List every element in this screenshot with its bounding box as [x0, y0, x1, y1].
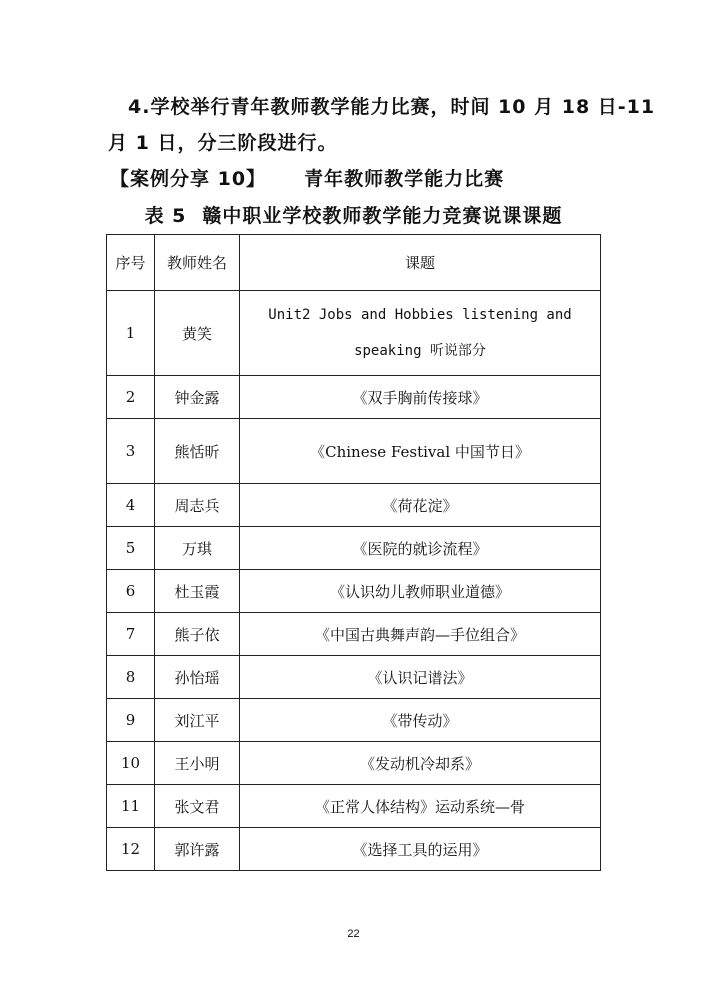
table-caption-number: 表 5 — [144, 205, 187, 227]
row-topic: 《医院的就诊流程》 — [240, 527, 601, 570]
table-row — [107, 613, 601, 656]
row-topic: 《中国古典舞声韵—手位组合》 — [240, 613, 601, 656]
row-number: 1 — [107, 291, 155, 376]
row-teacher: 熊恬昕 — [155, 419, 240, 484]
row-number: 10 — [107, 742, 155, 785]
row-teacher: 孙怡瑶 — [155, 656, 240, 699]
table-caption-title: 赣中职业学校教师教学能力竞赛说课课题 — [202, 205, 563, 227]
row-number: 3 — [107, 419, 155, 484]
row-number: 6 — [107, 570, 155, 613]
table-row — [107, 376, 601, 419]
intro-line-1: 4.学校举行青年教师教学能力比赛，时间 10 月 18 日-11 — [128, 96, 656, 118]
row-topic: 《认识幼儿教师职业道德》 — [240, 570, 601, 613]
row-teacher: 万琪 — [155, 527, 240, 570]
header-topic: 课题 — [240, 235, 601, 291]
row-number: 2 — [107, 376, 155, 419]
case-heading — [110, 164, 504, 191]
row-teacher: 郭许露 — [155, 828, 240, 871]
row-teacher: 杜玉霞 — [155, 570, 240, 613]
header-teacher: 教师姓名 — [155, 235, 240, 291]
row-teacher: 张文君 — [155, 785, 240, 828]
row-teacher: 钟金露 — [155, 376, 240, 419]
row-topic: 《认识记谱法》 — [240, 656, 601, 699]
row-teacher: 黄笑 — [155, 291, 240, 376]
row-topic: 《双手胸前传接球》 — [240, 376, 601, 419]
table-row — [107, 484, 601, 527]
table-row — [107, 742, 601, 785]
table-row — [107, 570, 601, 613]
row-topic: 《荷花淀》 — [240, 484, 601, 527]
row-number: 11 — [107, 785, 155, 828]
row-topic: Unit2 Jobs and Hobbies listening and speaking 听说部分 — [240, 291, 601, 376]
row-number: 5 — [107, 527, 155, 570]
table-row — [107, 527, 601, 570]
row-number: 4 — [107, 484, 155, 527]
row-teacher: 王小明 — [155, 742, 240, 785]
row-topic: 《Chinese Festival 中国节日》 — [240, 419, 601, 484]
table-row — [107, 785, 601, 828]
table-row — [107, 828, 601, 871]
row-topic: 《带传动》 — [240, 699, 601, 742]
table-row — [107, 699, 601, 742]
row-topic: 《发动机冷却系》 — [240, 742, 601, 785]
intro-line-2: 月 1 日，分三阶段进行。 — [108, 132, 338, 154]
row-number: 12 — [107, 828, 155, 871]
table-header-row — [107, 235, 601, 291]
case-label: 【案例分享 10】 — [110, 168, 267, 190]
table-row — [107, 656, 601, 699]
topics-table — [106, 234, 601, 871]
row-teacher: 刘江平 — [155, 699, 240, 742]
table-caption — [0, 201, 707, 228]
row-topic: 《正常人体结构》运动系统—骨 — [240, 785, 601, 828]
case-title: 青年教师教学能力比赛 — [304, 168, 505, 190]
table-row — [107, 291, 601, 376]
row-number: 7 — [107, 613, 155, 656]
row-number: 8 — [107, 656, 155, 699]
page-number: 22 — [347, 928, 360, 940]
row-teacher: 熊子依 — [155, 613, 240, 656]
row-number: 9 — [107, 699, 155, 742]
header-number: 序号 — [107, 235, 155, 291]
row-topic: 《选择工具的运用》 — [240, 828, 601, 871]
table-row — [107, 419, 601, 484]
row-teacher: 周志兵 — [155, 484, 240, 527]
